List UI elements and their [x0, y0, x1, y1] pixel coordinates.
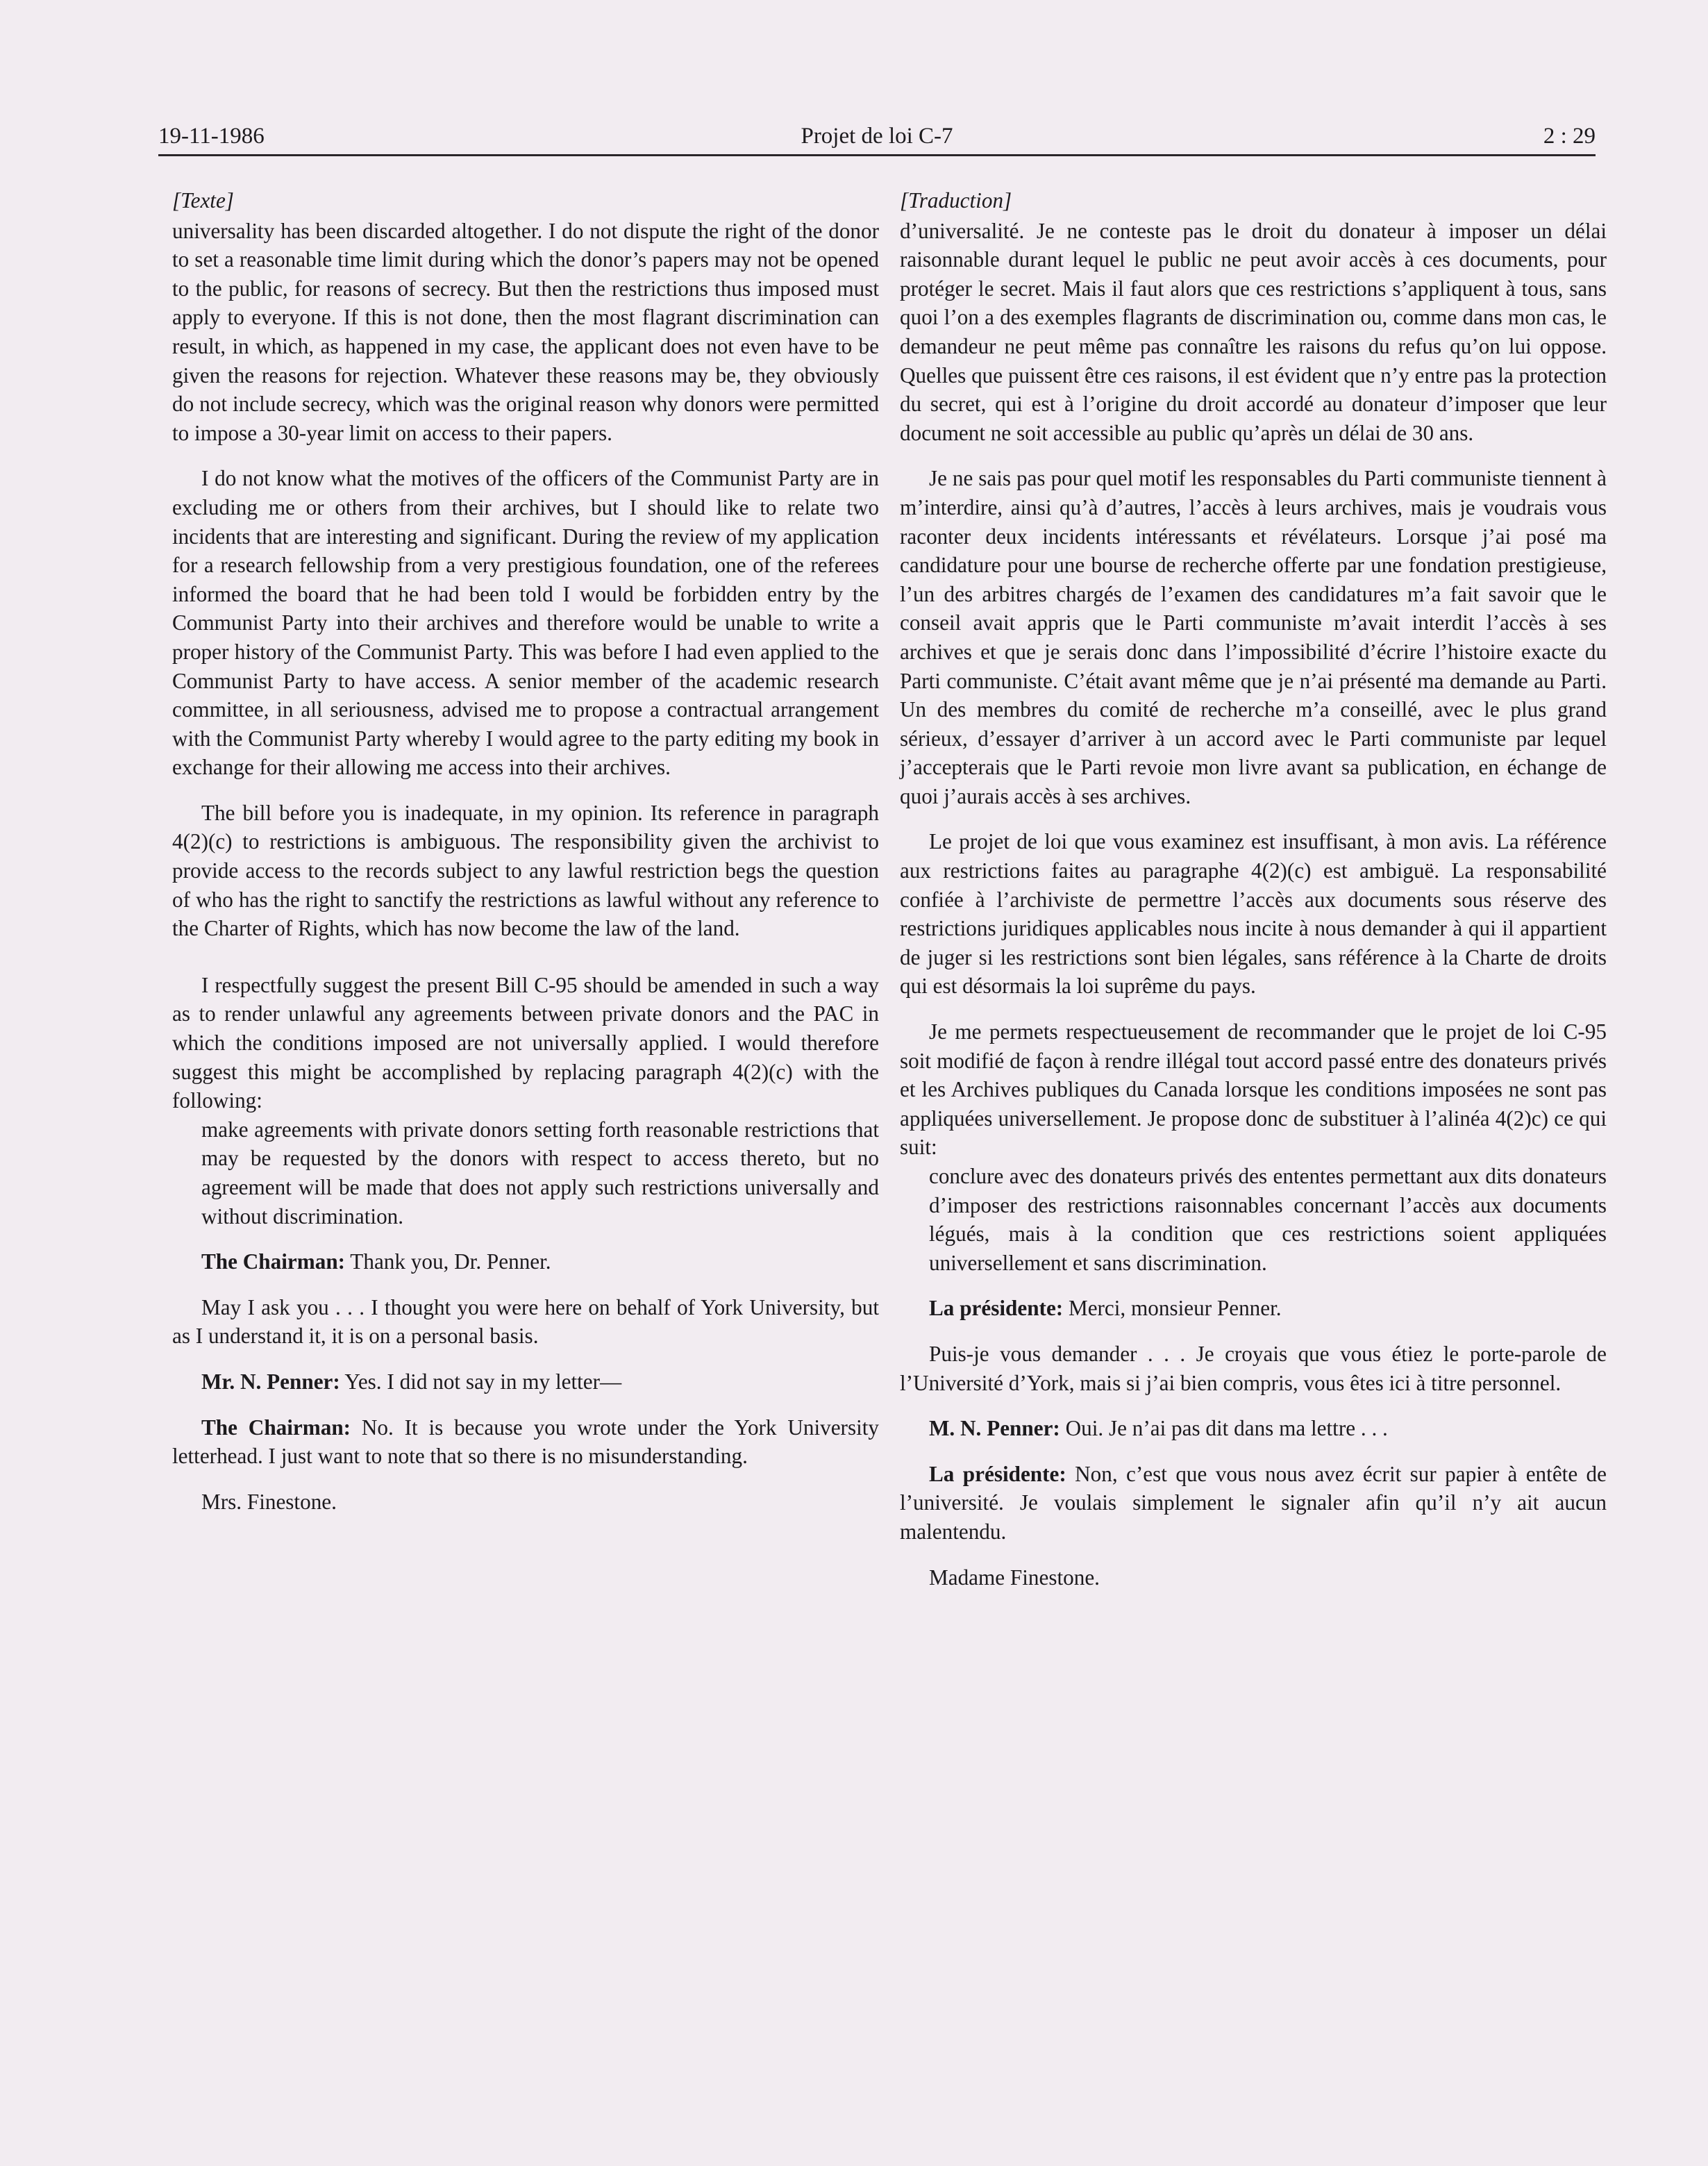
paragraph: Le projet de loi que vous examinez est insuffisant, à mon avis. La référence aux restrictions faites au paragraphe 4(2)(c) est ambiguë. La responsabilité confiée à l’archiviste de permettre l’accès aux documents sous réserve des restrictions juridiques applicables nous incite à nous demander à qui il appartient de juger si les restrictions sont bien légales, sans référence à la Charte de droits qui est désormais la loi suprême du pays.: [900, 829, 1607, 999]
paragraph: d’universalité. Je ne conteste pas le droit du donateur à imposer un délai raisonnable durant lequel le public ne peut avoir accès à ces documents, pour protéger le secret. Mais il faut alors que ces restrictions s’appliquent à tous, sans quoi l’on a des exemples flagrants de discrimination ou, comme dans mon cas, le demandeur ne peut même pas connaître les raisons du refus qu’on lui oppose. Quelles que puissent être ces raisons, il est évident que n’y entre pas la protection du secret, qui est à l’origine du droit accordé au donateur d’imposer que leur document ne soit accessible au public qu’après un délai de 30 ans.: [900, 218, 1607, 445]
speech: Merci, monsieur Penner.: [1063, 1296, 1282, 1321]
speaker-name: La présidente:: [929, 1461, 1066, 1486]
speaker-name: La présidente:: [929, 1296, 1064, 1321]
header-rule: [158, 154, 1596, 156]
speaker-name: Mr. N. Penner:: [201, 1369, 340, 1394]
speaker-line: [900, 1460, 1607, 1547]
column-label: [Texte]: [172, 188, 234, 213]
english-column: [172, 186, 879, 1516]
speech: Oui. Je n’ai pas dit dans ma lettre . . .: [1060, 1416, 1388, 1441]
speaker-line: [900, 1414, 1607, 1443]
header-title: Projet de loi C-7: [801, 124, 953, 149]
speech: Madame Finestone.: [929, 1565, 1100, 1590]
paragraph: I do not know what the motives of the officers of the Communist Party are in excluding me or others from their archives, but I should like to relate two incidents that are interesting and significant. During the review of my application for a research fellowship from a very prestigious foundation, one of the referees informed the board that he had been told I would be forbidden entry by the Communist Party into their archives and therefore would be unable to write a proper history of the Communist Party. This was before I had even applied to the Communist Party to have access. A senior member of the academic research committee, in all seriousness, advised me to propose a contractual arrangement with the Communist Party whereby I would agree to the party editing my book in exchange for their allowing me access into their archives.: [172, 466, 879, 780]
speaker-line: [172, 1367, 879, 1397]
speaker-line: [900, 1294, 1607, 1323]
speech: Non, c’est que vous nous avez écrit sur papier à entête de l’université. Je voulais simplement le signaler afin qu’il n’y ait aucun malentendu.: [900, 1461, 1607, 1544]
speech: Mrs. Finestone.: [201, 1489, 337, 1514]
speaker-name: The Chairman:: [201, 1415, 351, 1440]
speaker-line: [172, 1247, 879, 1276]
page-header: [158, 119, 1596, 156]
speech: Yes. I did not say in my letter—: [340, 1369, 622, 1394]
speaker-line: [172, 1413, 879, 1471]
speaker-name: M. N. Penner:: [929, 1416, 1060, 1441]
header-page-number: 2 : 29: [1543, 124, 1596, 149]
quoted-amendment: conclure avec des donateurs privés des ententes permettant aux dits donateurs d’imposer des restrictions raisonnables concernant l’accès aux documents légués, mais à la condition que ces restrictions soient appliquées universellement et sans discrimination.: [929, 1164, 1607, 1275]
speech: No. It is because you wrote under the York University letterhead. I just want to note that so there is no misunderstanding.: [172, 1415, 880, 1469]
french-column: [900, 186, 1607, 1592]
header-date: 19-11-1986: [158, 124, 265, 149]
quoted-amendment: make agreements with private donors setting forth reasonable restrictions that may be requested by the donors with respect to access thereto, but no agreement will be made that does not apply such restrictions universally and without discrimination.: [201, 1117, 879, 1228]
paragraph: I respectfully suggest the present Bill C-95 should be amended in such a way as to render unlawful any agreements between private donors and the PAC in which the conditions imposed are not universally applied. I would therefore suggest this might be accomplished by replacing paragraph 4(2)(c) with the following:: [172, 972, 879, 1113]
speaker-name: The Chairman:: [201, 1249, 346, 1274]
speech: May I ask you . . . I thought you were here on behalf of York University, but as I understand it, it is on a personal basis.: [172, 1294, 879, 1349]
column-label: [Traduction]: [900, 188, 1012, 213]
speech: Puis-je vous demander . . . Je croyais que vous étiez le porte-parole de l’Université d’York, mais si j’ai bien compris, vous êtes ici à titre personnel.: [900, 1341, 1607, 1395]
speech: Thank you, Dr. Penner.: [345, 1249, 551, 1274]
paragraph: Je me permets respectueusement de recommander que le projet de loi C-95 soit modifié de façon à rendre illégal tout accord passé entre des donateurs privés et les Archives publiques du Canada lorsque les conditions imposées ne sont pas appliquées universellement. Je propose donc de substituer à l’alinéa 4(2)c) ce qui suit:: [900, 1019, 1607, 1160]
paragraph: universality has been discarded altogether. I do not dispute the right of the donor to set a reasonable time limit during which the donor’s papers may not be opened to the public, for reasons of secrecy. But then the restrictions thus imposed must apply to everyone. If this is not done, then the most flagrant discrimination can result, in which, as happened in my case, the applicant does not even have to be given the reasons for rejection. Whatever these reasons may be, they obviously do not include secrecy, which was the original reason why donors were permitted to impose a 30-year limit on access to their papers.: [172, 218, 879, 445]
paragraph: Je ne sais pas pour quel motif les responsables du Parti communiste tiennent à m’interdire, ainsi qu’à d’autres, l’accès à leurs archives, mais je voudrais vous raconter deux incidents intéressants et révélateurs. Lorsque j’ai posé ma candidature pour une bourse de recherche offerte par une fondation prestigieuse, l’un des arbitres chargés de l’examen des candidatures m’a fait savoir que le conseil avait appris que le Parti communiste m’avait interdit l’accès à ses archives et que je serais donc dans l’impossibilité d’écrire l’histoire exacte du Parti communiste. C’était avant même que je n’ai présenté ma demande au Parti. Un des membres du comité de recherche m’a conseillé, avec le plus grand sérieux, d’essayer d’arriver à un accord avec le Parti communiste par lequel j’accepterais que le Parti revoie mon livre avant sa publication, en échange de quoi j’aurais accès à ses archives.: [900, 466, 1607, 808]
paragraph: The bill before you is inadequate, in my opinion. Its reference in paragraph 4(2)(c) to restrictions is ambiguous. The responsibility given the archivist to provide access to the records subject to any lawful restriction begs the question of who has the right to sanctify the restrictions as lawful without any reference to the Charter of Rights, which has now become the law of the land.: [172, 800, 879, 941]
